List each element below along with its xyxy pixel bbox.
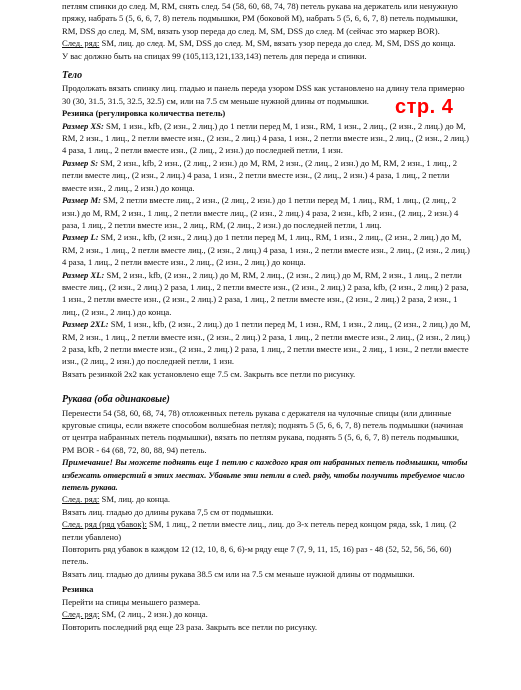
row-text: SM, лиц. до конца. (99, 494, 171, 505)
sleeves-decrease-row (62, 518, 472, 543)
section-heading-body: Тело (62, 70, 83, 82)
row-label: След. ряд (ряд убавок): (62, 519, 147, 530)
size-text: SM, 1 изн., kfb, (2 изн., 2 лиц.) до 1 петли перед М, 1 изн., RM, 1 изн., 2 лиц., (2 изн., 2 лиц.) до М, RM, 2 изн., 1 лиц., 2 петли вместе изн., (2 изн., 2 лиц.) 4 раза, 1 изн., 2 петли вместе изн., 2 лиц., (2 изн., 2 лиц.) 4 раза, 1 лиц., 2 петли вместе изн., (2 лиц., 2 изн.) до последней петли, 1 изн. (62, 120, 469, 156)
stitch-count-note: У вас должно быть на спицах 99 (105,113,121,133,143) петель для переда и спинки. (62, 50, 367, 61)
row-label: След. ряд: (62, 609, 100, 620)
size-2xl-instructions (62, 318, 472, 368)
body-ending: Вязать резинкой 2х2 как установлено еще 7.5 см. Закрыть все петли по рисунку. (62, 368, 356, 379)
size-label: Размер L: (62, 232, 99, 243)
size-text: SM, 2 изн., kfb, 2 изн., (2 лиц., 2 изн.) до М, RM, 2 изн., (2 лиц., 2 изн.) до М, RM, 2 изн., 1 лиц., 2 петли вместе лиц., (2 изн., 2 лиц.) 4 раза, 1 изн., 2 петли вместе изн., (2 лиц., 2 изн.) 4 раза, 1 лиц., 2 петли вместе изн., 2 лиц., 2 изн.) до конца. (62, 157, 458, 193)
size-label: Размер 2XL: (62, 319, 109, 330)
sleeves-knit-length: Вязать лиц. гладью до длины рукава 7,5 см от подмышки. (62, 506, 274, 517)
size-label: Размер S: (62, 157, 99, 168)
size-label: Размер XS: (62, 120, 104, 131)
size-l-instructions (62, 231, 472, 268)
sleeves-knit-to-length: Вязать лиц. гладью до длины рукава 38.5 см или на 7.5 см меньше нужной длины от подмышки. (62, 568, 415, 579)
ribbing-switch-needles: Перейти на спицы меньшего размера. (62, 596, 201, 607)
document-page (62, 0, 472, 633)
intro-paragraph: петлям спинки до след. М, RM, снять след. 54 (58, 60, 68, 74, 78) петель рукава на держатель или ненужную пряжу, набрать 5 (5, 6, 6, 7, 8) петель подмышки, PM (боковой М), набрать 5 (5, 6, 6, 7, 8) петель подмышки, RM, DSS до след. М, SM, вязать узор переда до след. М, SM, DSS до след. М (сейчас это маркер BOR). (62, 1, 458, 36)
row-label: След. ряд: (62, 494, 100, 505)
ribbing-heading: Резинка (регулировка количества петель) (62, 108, 226, 119)
body-paragraph: Продолжать вязать спинку лиц. гладью и панель переда узором DSS как установлено на длину тела примерно 30 (30, 31.5, 31.5, 32.5, 32.5) см, или на 7.5 см меньше нужной длины от подмышки. (62, 83, 465, 106)
sleeves-note: Примечание! Вы можете поднять еще 1 петлю с каждого края от набранных петель подмышки, чтобы избежать отверстий в этих местах. Убавьте эти петли в след. ряду, чтобы получить требуемое число петель рукава. (62, 457, 468, 493)
section-heading-sleeves: Рукава (оба одинаковые) (62, 394, 170, 406)
sleeves-next-row (62, 493, 472, 505)
size-m-instructions (62, 194, 472, 231)
row-text: SM, 1 лиц., 2 петли вместе лиц., лиц. до 3-х петель перед концом ряда, ssk, 1 лиц. (2 петли убавлено) (62, 519, 457, 542)
size-text: SM, 1 изн., kfb, (2 изн., 2 лиц.) до 1 петли перед М, 1 изн., RM, 1 изн., 2 лиц., (2 изн., 2 лиц.) до М, RM, 2 изн., 1 лиц., 2 петли вместе изн., (2 изн., 2 лиц.) 2 раза, 1 лиц., 2 петли вместе изн., 2 лиц., (2 изн., 2 лиц.) 2 раза, kfb, 2 петли вместе изн., (2 изн., 2 лиц.) 2 раза, 1 лиц., 2 петли вместе изн., 2 лиц., 1 изн., 2 петли вместе изн., (2 лиц., 2 изн.) до последней петли, 1 изн. (62, 319, 471, 367)
section-heading-ribbing: Резинка (62, 584, 94, 595)
sleeves-repeat-decrease: Повторить ряд убавок в каждом 12 (12, 10, 8, 6, 6)-м ряду еще 7 (7, 9, 11, 15, 16) раз - 48 (52, 52, 56, 56, 60) петель. (62, 544, 452, 567)
size-xl-instructions (62, 269, 472, 319)
size-label: Размер М: (62, 195, 102, 206)
sleeves-paragraph: Перенести 54 (58, 60, 68, 74, 78) отложенных петель рукава с держателя на чулочные спицы (или длинные круговые спицы, если вяжете способом волшебная петля); поднять 5 (5, 6, 6, 7, 8) петель подмышки (начиная от центра набранных петель подмышки), вязать по петлям рукава, поднять 5 (5, 6, 6, 7, 8) петель подмышки, PM BOR - 64 (68, 72, 80, 88, 94) петель. (62, 407, 464, 455)
row-text: SM, лиц. до след. М, SM, DSS до след. М, SM, вязать узор переда до след. М, SM, DSS до конца. (99, 38, 456, 49)
size-text: SM, 2 изн., kfb, (2 изн., 2 лиц.) до М, RM, 2 лиц., (2 изн., 2 лиц.) до М, RM, 2 изн., 1 лиц., 2 петли вместе лиц., (2 изн., 2 лиц.) 2 раза, 1 лиц., 2 петли вместе изн., (2 изн., 2 лиц.) 2 раза, kfb, (2 изн., 2 лиц.) 2 раза, 1 изн., 2 петли вместе изн., (2 изн., 2 лиц.) 2 раза, 1 лиц., 2 петли вместе изн., (2 изн., 2 лиц.) 2 раза, 2 изн., 1 лиц., (2 изн., 2 лиц.) до конца. (62, 269, 469, 317)
row-label: След. ряд: (62, 38, 100, 49)
size-text: SM, 2 изн., kfb, (2 изн., 2 лиц.) до 1 петли перед М, 1 лиц., RM, 1 изн., 2 лиц., (2 изн., 2 лиц.) до М, RM, 2 изн., 1 лиц., 2 петли вместе лиц., (2 изн., 2 лиц.) 4 раза, 1 изн., 2 петли вместе изн., 2 лиц., (2 изн., 2 лиц.) 4 раза, 1 лиц., 2 петли вместе изн., 2 лиц., (2 изн., 2 лиц.) до конца. (62, 232, 470, 268)
size-s-instructions (62, 157, 472, 194)
ribbing-repeat: Повторить последний ряд еще 23 раза. Закрыть все петли по рисунку. (62, 621, 318, 632)
size-label: Размер XL: (62, 269, 105, 280)
size-xs-instructions (62, 120, 472, 157)
row-text: SM, (2 лиц., 2 изн.) до конца. (99, 609, 208, 620)
intro-next-row (62, 37, 472, 49)
ribbing-next-row (62, 608, 472, 620)
page-number-marker: стр. 4 (395, 96, 454, 118)
size-text: SM, 2 петли вместе лиц., 2 изн., (2 лиц., 2 изн.) до 1 петли перед М, 1 лиц., RM, 1 лиц., (2 лиц., 2 изн.) до М, RM, 2 изн., 1 лиц., 2 петли вместе лиц., (2 изн., 2 лиц.) 4 раза, 2 изн., kfb, 2 изн., (2 лиц., 2 изн.) 4 раза, 1 лиц., 2 петли вместе изн., 2 лиц., RM, (2 лиц., 2 изн.) до последней петли, 1 лиц. (62, 195, 459, 230)
